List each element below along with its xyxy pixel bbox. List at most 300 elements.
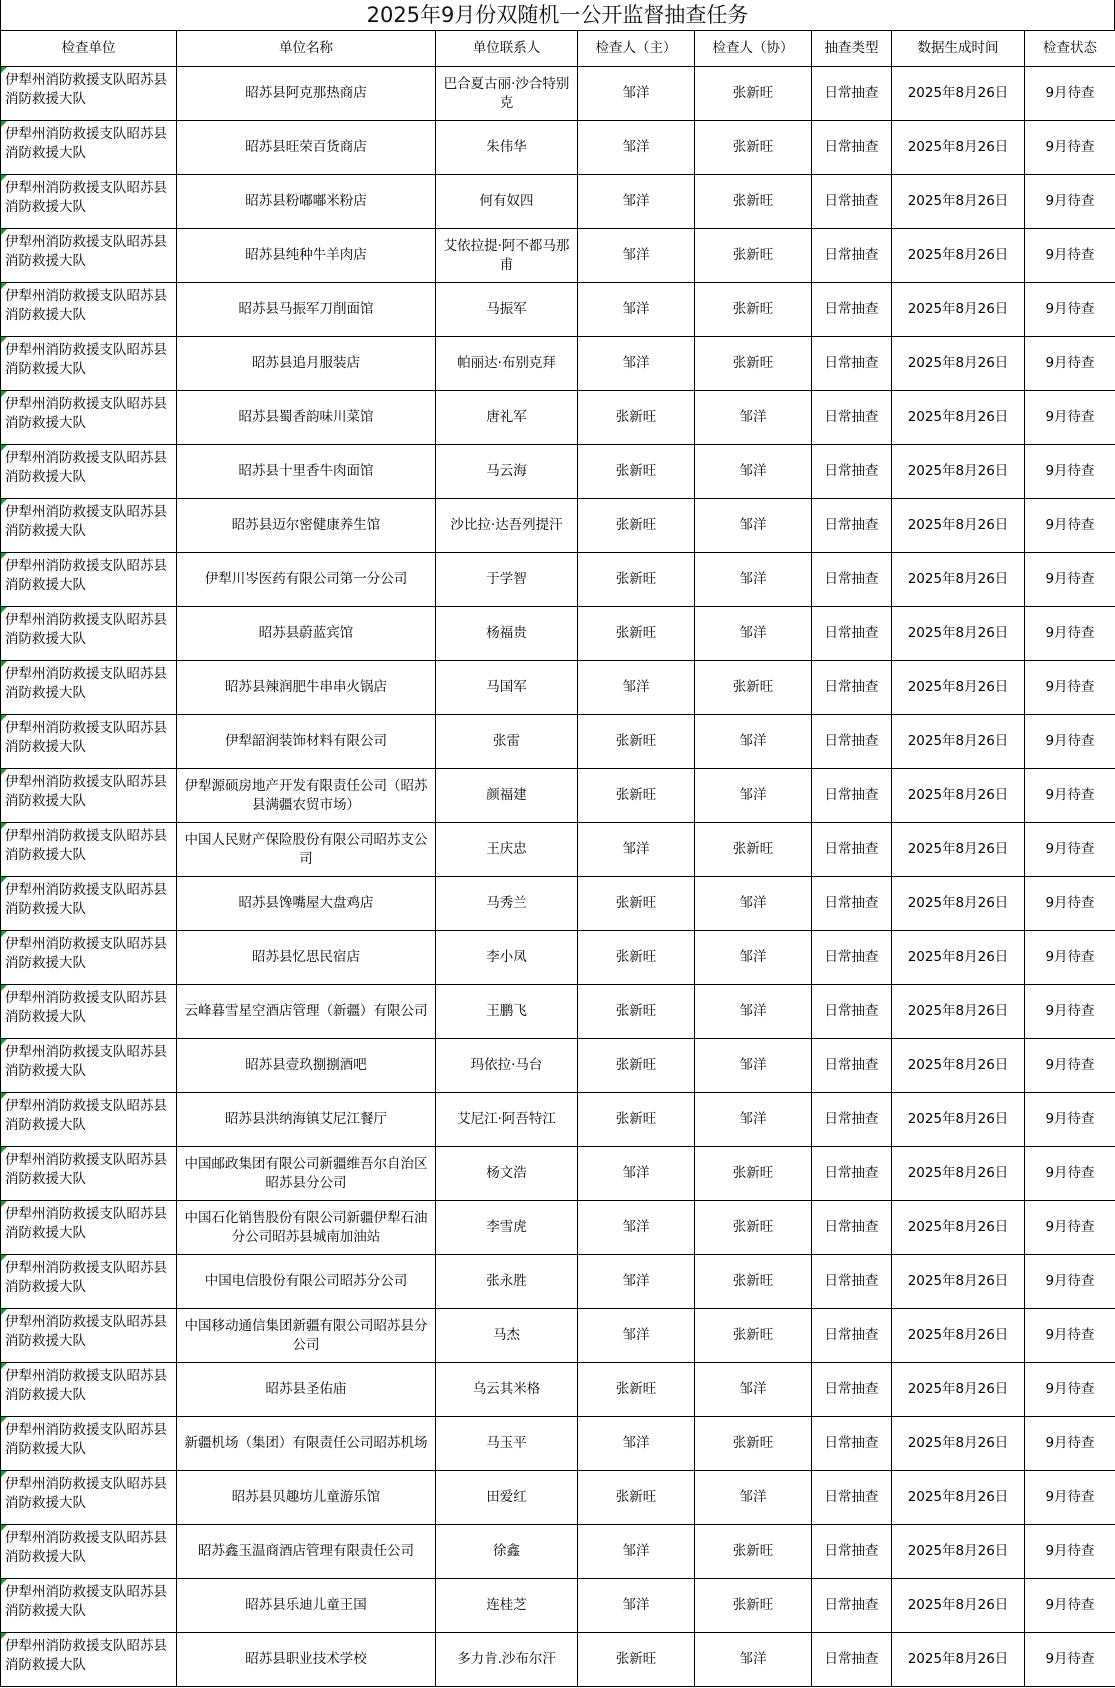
inspection-status-cell: 9月待查 — [1025, 175, 1115, 229]
inspection-unit-text: 伊犁州消防救援支队昭苏县消防救援大队 — [5, 1313, 167, 1349]
inspector-main-cell: 邹洋 — [578, 229, 695, 283]
unit-name-cell: 昭苏鑫玉温商酒店管理有限责任公司 — [177, 1525, 436, 1579]
table-row — [1, 1525, 1115, 1579]
table-row — [1, 661, 1115, 715]
inspection-type-cell: 日常抽查 — [812, 391, 892, 445]
inspection-status-cell: 9月待查 — [1025, 67, 1115, 121]
unit-contact-cell: 沙比拉·达吾列提汗 — [436, 499, 578, 553]
inspection-status-cell: 9月待查 — [1025, 553, 1115, 607]
data-generated-time-cell: 2025年8月26日 — [892, 1039, 1025, 1093]
inspection-status-cell: 9月待查 — [1025, 499, 1115, 553]
unit-contact-cell: 多力肯.沙布尔汗 — [436, 1633, 578, 1687]
inspection-unit-cell — [1, 823, 177, 877]
table-row — [1, 1201, 1115, 1255]
table-row — [1, 553, 1115, 607]
inspection-unit-cell — [1, 1039, 177, 1093]
header-inspector-main: 检查人（主） — [578, 31, 695, 67]
data-generated-time-cell: 2025年8月26日 — [892, 1633, 1025, 1687]
unit-contact-cell: 连桂芝 — [436, 1579, 578, 1633]
inspection-unit-cell — [1, 607, 177, 661]
inspector-main-cell: 邹洋 — [578, 1147, 695, 1201]
cell-comment-marker-icon — [1, 1147, 7, 1153]
inspector-main-cell: 张新旺 — [578, 1471, 695, 1525]
table-row — [1, 1363, 1115, 1417]
inspection-unit-text: 伊犁州消防救援支队昭苏县消防救援大队 — [5, 1475, 167, 1511]
inspector-main-cell: 邹洋 — [578, 1201, 695, 1255]
data-generated-time-cell: 2025年8月26日 — [892, 1417, 1025, 1471]
unit-name-cell: 伊犁川岑医药有限公司第一分公司 — [177, 553, 436, 607]
unit-contact-cell: 马振军 — [436, 283, 578, 337]
inspector-assist-cell: 张新旺 — [695, 1525, 812, 1579]
cell-comment-marker-icon — [1, 121, 7, 127]
inspection-unit-cell — [1, 229, 177, 283]
inspection-unit-cell — [1, 1417, 177, 1471]
inspection-status-cell: 9月待查 — [1025, 877, 1115, 931]
inspection-unit-cell — [1, 1363, 177, 1417]
data-generated-time-cell: 2025年8月26日 — [892, 553, 1025, 607]
cell-comment-marker-icon — [1, 661, 7, 667]
inspection-unit-cell — [1, 931, 177, 985]
unit-contact-cell: 艾依拉提·阿不都马那甫 — [436, 229, 578, 283]
data-generated-time-cell: 2025年8月26日 — [892, 1525, 1025, 1579]
table-row — [1, 877, 1115, 931]
inspector-assist-cell: 邹洋 — [695, 553, 812, 607]
unit-name-cell: 云峰暮雪星空酒店管理（新疆）有限公司 — [177, 985, 436, 1039]
inspector-assist-cell: 张新旺 — [695, 229, 812, 283]
unit-contact-cell: 李小凤 — [436, 931, 578, 985]
header-inspection-status: 检查状态 — [1025, 31, 1115, 67]
inspector-assist-cell: 邹洋 — [695, 1471, 812, 1525]
inspection-status-cell: 9月待查 — [1025, 1147, 1115, 1201]
inspection-type-cell: 日常抽查 — [812, 1363, 892, 1417]
inspection-unit-cell — [1, 661, 177, 715]
unit-name-cell: 昭苏县乐迪儿童王国 — [177, 1579, 436, 1633]
header-data-generated-time: 数据生成时间 — [892, 31, 1025, 67]
inspector-main-cell: 张新旺 — [578, 1633, 695, 1687]
cell-comment-marker-icon — [1, 1363, 7, 1369]
table-row — [1, 1579, 1115, 1633]
header-unit-name: 单位名称 — [177, 31, 436, 67]
inspector-main-cell: 张新旺 — [578, 1039, 695, 1093]
inspection-unit-text: 伊犁州消防救援支队昭苏县消防救援大队 — [5, 395, 167, 431]
inspection-status-cell: 9月待查 — [1025, 661, 1115, 715]
inspection-status-cell: 9月待查 — [1025, 229, 1115, 283]
unit-name-cell: 昭苏县忆思民宿店 — [177, 931, 436, 985]
unit-contact-cell: 杨文浩 — [436, 1147, 578, 1201]
inspector-assist-cell: 邹洋 — [695, 445, 812, 499]
inspection-status-cell: 9月待查 — [1025, 1417, 1115, 1471]
unit-name-cell: 昭苏县圣佑庙 — [177, 1363, 436, 1417]
inspection-type-cell: 日常抽查 — [812, 661, 892, 715]
inspection-type-cell: 日常抽查 — [812, 121, 892, 175]
unit-contact-cell: 颜福建 — [436, 769, 578, 823]
header-inspector-assist: 检查人（协） — [695, 31, 812, 67]
table-row — [1, 607, 1115, 661]
inspection-type-cell: 日常抽查 — [812, 715, 892, 769]
cell-comment-marker-icon — [1, 499, 7, 505]
unit-name-cell: 昭苏县阿克那热商店 — [177, 67, 436, 121]
inspection-unit-text: 伊犁州消防救援支队昭苏县消防救援大队 — [5, 1583, 167, 1619]
unit-contact-cell: 马云海 — [436, 445, 578, 499]
data-generated-time-cell: 2025年8月26日 — [892, 823, 1025, 877]
data-generated-time-cell: 2025年8月26日 — [892, 1147, 1025, 1201]
data-generated-time-cell: 2025年8月26日 — [892, 661, 1025, 715]
unit-contact-cell: 杨福贵 — [436, 607, 578, 661]
inspection-status-cell: 9月待查 — [1025, 1579, 1115, 1633]
data-generated-time-cell: 2025年8月26日 — [892, 337, 1025, 391]
inspection-unit-text: 伊犁州消防救援支队昭苏县消防救援大队 — [5, 449, 167, 485]
inspection-unit-cell — [1, 1525, 177, 1579]
inspector-main-cell: 张新旺 — [578, 391, 695, 445]
inspection-type-cell: 日常抽查 — [812, 1201, 892, 1255]
unit-contact-cell: 何有奴四 — [436, 175, 578, 229]
inspector-assist-cell: 张新旺 — [695, 67, 812, 121]
inspector-assist-cell: 张新旺 — [695, 283, 812, 337]
cell-comment-marker-icon — [1, 607, 7, 613]
cell-comment-marker-icon — [1, 1579, 7, 1585]
data-generated-time-cell: 2025年8月26日 — [892, 1255, 1025, 1309]
data-generated-time-cell: 2025年8月26日 — [892, 931, 1025, 985]
inspector-main-cell: 邹洋 — [578, 1417, 695, 1471]
inspector-assist-cell: 邹洋 — [695, 985, 812, 1039]
unit-name-cell: 昭苏县粉嘟嘟米粉店 — [177, 175, 436, 229]
inspection-unit-text: 伊犁州消防救援支队昭苏县消防救援大队 — [5, 179, 167, 215]
header-unit-contact: 单位联系人 — [436, 31, 578, 67]
inspector-assist-cell: 邹洋 — [695, 715, 812, 769]
unit-name-cell: 昭苏县职业技术学校 — [177, 1633, 436, 1687]
table-row — [1, 1633, 1115, 1687]
unit-contact-cell: 张永胜 — [436, 1255, 578, 1309]
cell-comment-marker-icon — [1, 283, 7, 289]
inspection-type-cell: 日常抽查 — [812, 67, 892, 121]
cell-comment-marker-icon — [1, 1039, 7, 1045]
inspection-status-cell: 9月待查 — [1025, 445, 1115, 499]
table-row — [1, 1039, 1115, 1093]
unit-name-cell: 中国邮政集团有限公司新疆维吾尔自治区昭苏县分公司 — [177, 1147, 436, 1201]
unit-name-cell: 昭苏县马振军刀削面馆 — [177, 283, 436, 337]
cell-comment-marker-icon — [1, 1471, 7, 1477]
unit-name-cell: 昭苏县十里香牛肉面馆 — [177, 445, 436, 499]
inspector-main-cell: 邹洋 — [578, 1255, 695, 1309]
unit-name-cell: 昭苏县洪纳海镇艾尼江餐厅 — [177, 1093, 436, 1147]
inspection-unit-text: 伊犁州消防救援支队昭苏县消防救援大队 — [5, 233, 167, 269]
inspection-unit-text: 伊犁州消防救援支队昭苏县消防救援大队 — [5, 1367, 167, 1403]
data-generated-time-cell: 2025年8月26日 — [892, 1471, 1025, 1525]
table-header-row — [1, 31, 1115, 67]
table-row — [1, 1471, 1115, 1525]
unit-name-cell: 伊犁韶润装饰材料有限公司 — [177, 715, 436, 769]
inspector-assist-cell: 邹洋 — [695, 931, 812, 985]
inspection-type-cell: 日常抽查 — [812, 553, 892, 607]
unit-name-cell: 昭苏县壹玖捌捌酒吧 — [177, 1039, 436, 1093]
inspection-unit-cell — [1, 1093, 177, 1147]
cell-comment-marker-icon — [1, 337, 7, 343]
inspection-status-cell: 9月待查 — [1025, 1633, 1115, 1687]
inspection-type-cell: 日常抽查 — [812, 1039, 892, 1093]
inspection-type-cell: 日常抽查 — [812, 1309, 892, 1363]
inspector-assist-cell: 张新旺 — [695, 1579, 812, 1633]
unit-contact-cell: 李雪虎 — [436, 1201, 578, 1255]
inspection-type-cell: 日常抽查 — [812, 1471, 892, 1525]
unit-name-cell: 昭苏县纯种牛羊肉店 — [177, 229, 436, 283]
inspection-unit-cell — [1, 715, 177, 769]
inspection-type-cell: 日常抽查 — [812, 229, 892, 283]
inspection-status-cell: 9月待查 — [1025, 1471, 1115, 1525]
page-title: 2025年9月份双随机一公开监督抽查任务 — [0, 0, 1115, 30]
cell-comment-marker-icon — [1, 1633, 7, 1639]
inspector-assist-cell: 张新旺 — [695, 175, 812, 229]
inspection-unit-cell — [1, 877, 177, 931]
inspection-status-cell: 9月待查 — [1025, 607, 1115, 661]
inspector-main-cell: 张新旺 — [578, 445, 695, 499]
inspection-type-cell: 日常抽查 — [812, 823, 892, 877]
inspection-unit-text: 伊犁州消防救援支队昭苏县消防救援大队 — [5, 71, 167, 107]
inspection-status-cell: 9月待查 — [1025, 985, 1115, 1039]
data-generated-time-cell: 2025年8月26日 — [892, 607, 1025, 661]
inspection-type-cell: 日常抽查 — [812, 499, 892, 553]
inspection-type-cell: 日常抽查 — [812, 769, 892, 823]
inspector-main-cell: 张新旺 — [578, 1093, 695, 1147]
inspection-unit-cell — [1, 391, 177, 445]
inspection-status-cell: 9月待查 — [1025, 121, 1115, 175]
unit-contact-cell: 张雷 — [436, 715, 578, 769]
inspection-unit-text: 伊犁州消防救援支队昭苏县消防救援大队 — [5, 989, 167, 1025]
inspector-assist-cell: 邹洋 — [695, 769, 812, 823]
inspection-unit-text: 伊犁州消防救援支队昭苏县消防救援大队 — [5, 935, 167, 971]
inspection-unit-cell — [1, 553, 177, 607]
inspection-unit-cell — [1, 1309, 177, 1363]
inspection-unit-text: 伊犁州消防救援支队昭苏县消防救援大队 — [5, 1637, 167, 1673]
unit-name-cell: 昭苏县迈尔密健康养生馆 — [177, 499, 436, 553]
inspection-unit-cell — [1, 499, 177, 553]
inspection-unit-text: 伊犁州消防救援支队昭苏县消防救援大队 — [5, 1043, 167, 1079]
data-generated-time-cell: 2025年8月26日 — [892, 1363, 1025, 1417]
unit-name-cell: 昭苏县蜀香韵味川菜馆 — [177, 391, 436, 445]
unit-contact-cell: 徐鑫 — [436, 1525, 578, 1579]
inspection-unit-cell — [1, 175, 177, 229]
cell-comment-marker-icon — [1, 985, 7, 991]
cell-comment-marker-icon — [1, 391, 7, 397]
cell-comment-marker-icon — [1, 175, 7, 181]
inspector-main-cell: 张新旺 — [578, 769, 695, 823]
inspection-status-cell: 9月待查 — [1025, 1363, 1115, 1417]
inspection-status-cell: 9月待查 — [1025, 337, 1115, 391]
inspection-type-cell: 日常抽查 — [812, 1417, 892, 1471]
inspection-unit-cell — [1, 769, 177, 823]
unit-contact-cell: 乌云其米格 — [436, 1363, 578, 1417]
inspection-task-table — [0, 30, 1115, 1687]
inspection-unit-cell — [1, 1255, 177, 1309]
data-generated-time-cell: 2025年8月26日 — [892, 1309, 1025, 1363]
inspector-assist-cell: 邹洋 — [695, 1633, 812, 1687]
header-inspection-unit: 检查单位 — [1, 31, 177, 67]
inspector-assist-cell: 邹洋 — [695, 877, 812, 931]
data-generated-time-cell: 2025年8月26日 — [892, 1201, 1025, 1255]
inspector-assist-cell: 邹洋 — [695, 391, 812, 445]
table-row — [1, 931, 1115, 985]
unit-name-cell: 中国电信股份有限公司昭苏分公司 — [177, 1255, 436, 1309]
inspection-unit-text: 伊犁州消防救援支队昭苏县消防救援大队 — [5, 1151, 167, 1187]
inspection-unit-text: 伊犁州消防救援支队昭苏县消防救援大队 — [5, 557, 167, 593]
inspector-main-cell: 邹洋 — [578, 1579, 695, 1633]
cell-comment-marker-icon — [1, 1417, 7, 1423]
inspection-type-cell: 日常抽查 — [812, 445, 892, 499]
data-generated-time-cell: 2025年8月26日 — [892, 445, 1025, 499]
inspector-main-cell: 邹洋 — [578, 283, 695, 337]
unit-contact-cell: 马国军 — [436, 661, 578, 715]
inspection-unit-cell — [1, 1471, 177, 1525]
unit-contact-cell: 玛依拉·马台 — [436, 1039, 578, 1093]
inspection-type-cell: 日常抽查 — [812, 985, 892, 1039]
unit-name-cell: 昭苏县贝趣坊儿童游乐馆 — [177, 1471, 436, 1525]
inspection-status-cell: 9月待查 — [1025, 1039, 1115, 1093]
inspector-main-cell: 邹洋 — [578, 661, 695, 715]
inspection-unit-text: 伊犁州消防救援支队昭苏县消防救援大队 — [5, 125, 167, 161]
unit-contact-cell: 马秀兰 — [436, 877, 578, 931]
inspection-unit-cell — [1, 121, 177, 175]
unit-contact-cell: 帕丽达·布别克拜 — [436, 337, 578, 391]
table-row — [1, 1147, 1115, 1201]
inspector-main-cell: 张新旺 — [578, 985, 695, 1039]
unit-name-cell: 中国移动通信集团新疆有限公司昭苏县分公司 — [177, 1309, 436, 1363]
table-row — [1, 1093, 1115, 1147]
inspector-assist-cell: 张新旺 — [695, 823, 812, 877]
cell-comment-marker-icon — [1, 445, 7, 451]
unit-contact-cell: 王庆忠 — [436, 823, 578, 877]
inspection-type-cell: 日常抽查 — [812, 607, 892, 661]
table-body — [1, 67, 1115, 1687]
inspector-main-cell: 张新旺 — [578, 607, 695, 661]
data-generated-time-cell: 2025年8月26日 — [892, 985, 1025, 1039]
inspection-status-cell: 9月待查 — [1025, 1525, 1115, 1579]
inspector-assist-cell: 张新旺 — [695, 1147, 812, 1201]
inspection-type-cell: 日常抽查 — [812, 1579, 892, 1633]
cell-comment-marker-icon — [1, 877, 7, 883]
inspector-assist-cell: 张新旺 — [695, 1309, 812, 1363]
inspector-assist-cell: 张新旺 — [695, 337, 812, 391]
cell-comment-marker-icon — [1, 769, 7, 775]
inspection-unit-text: 伊犁州消防救援支队昭苏县消防救援大队 — [5, 827, 167, 863]
data-generated-time-cell: 2025年8月26日 — [892, 499, 1025, 553]
inspection-unit-text: 伊犁州消防救援支队昭苏县消防救援大队 — [5, 287, 167, 323]
table-row — [1, 1417, 1115, 1471]
data-generated-time-cell: 2025年8月26日 — [892, 877, 1025, 931]
table-row — [1, 175, 1115, 229]
cell-comment-marker-icon — [1, 1309, 7, 1315]
inspector-main-cell: 邹洋 — [578, 1525, 695, 1579]
inspection-unit-text: 伊犁州消防救援支队昭苏县消防救援大队 — [5, 1205, 167, 1241]
inspector-main-cell: 张新旺 — [578, 931, 695, 985]
unit-name-cell: 昭苏县蔚蓝宾馆 — [177, 607, 436, 661]
inspector-main-cell: 张新旺 — [578, 553, 695, 607]
inspection-unit-text: 伊犁州消防救援支队昭苏县消防救援大队 — [5, 341, 167, 377]
table-row — [1, 1309, 1115, 1363]
unit-contact-cell: 于学智 — [436, 553, 578, 607]
cell-comment-marker-icon — [1, 1255, 7, 1261]
inspection-unit-text: 伊犁州消防救援支队昭苏县消防救援大队 — [5, 773, 167, 809]
unit-contact-cell: 唐礼军 — [436, 391, 578, 445]
inspection-status-cell: 9月待查 — [1025, 931, 1115, 985]
inspection-unit-text: 伊犁州消防救援支队昭苏县消防救援大队 — [5, 1259, 167, 1295]
inspector-main-cell: 张新旺 — [578, 715, 695, 769]
inspection-unit-text: 伊犁州消防救援支队昭苏县消防救援大队 — [5, 1529, 167, 1565]
cell-comment-marker-icon — [1, 1525, 7, 1531]
inspection-type-cell: 日常抽查 — [812, 175, 892, 229]
cell-comment-marker-icon — [1, 1201, 7, 1207]
inspection-unit-cell — [1, 1147, 177, 1201]
table-row — [1, 67, 1115, 121]
cell-comment-marker-icon — [1, 823, 7, 829]
table-row — [1, 445, 1115, 499]
inspection-unit-cell — [1, 67, 177, 121]
inspection-status-cell: 9月待查 — [1025, 1093, 1115, 1147]
unit-contact-cell: 朱伟华 — [436, 121, 578, 175]
unit-contact-cell: 马杰 — [436, 1309, 578, 1363]
inspection-unit-cell — [1, 1633, 177, 1687]
inspector-assist-cell: 张新旺 — [695, 1201, 812, 1255]
cell-comment-marker-icon — [1, 1093, 7, 1099]
data-generated-time-cell: 2025年8月26日 — [892, 391, 1025, 445]
inspector-main-cell: 邹洋 — [578, 67, 695, 121]
inspection-unit-cell — [1, 283, 177, 337]
cell-comment-marker-icon — [1, 553, 7, 559]
inspection-type-cell: 日常抽查 — [812, 1147, 892, 1201]
inspector-assist-cell: 张新旺 — [695, 661, 812, 715]
table-row — [1, 985, 1115, 1039]
inspection-unit-text: 伊犁州消防救援支队昭苏县消防救援大队 — [5, 881, 167, 917]
inspection-unit-cell — [1, 985, 177, 1039]
inspection-type-cell: 日常抽查 — [812, 1633, 892, 1687]
unit-name-cell: 伊犁源硕房地产开发有限责任公司（昭苏县满疆农贸市场） — [177, 769, 436, 823]
inspection-status-cell: 9月待查 — [1025, 715, 1115, 769]
header-inspection-type: 抽查类型 — [812, 31, 892, 67]
inspection-unit-text: 伊犁州消防救援支队昭苏县消防救援大队 — [5, 611, 167, 647]
table-row — [1, 337, 1115, 391]
data-generated-time-cell: 2025年8月26日 — [892, 229, 1025, 283]
inspection-status-cell: 9月待查 — [1025, 1255, 1115, 1309]
inspection-unit-text: 伊犁州消防救援支队昭苏县消防救援大队 — [5, 665, 167, 701]
data-generated-time-cell: 2025年8月26日 — [892, 1579, 1025, 1633]
inspector-main-cell: 邹洋 — [578, 1309, 695, 1363]
cell-comment-marker-icon — [1, 67, 7, 73]
data-generated-time-cell: 2025年8月26日 — [892, 769, 1025, 823]
table-row — [1, 1255, 1115, 1309]
inspector-main-cell: 张新旺 — [578, 499, 695, 553]
inspection-status-cell: 9月待查 — [1025, 1201, 1115, 1255]
inspector-main-cell: 邹洋 — [578, 337, 695, 391]
data-generated-time-cell: 2025年8月26日 — [892, 283, 1025, 337]
inspector-main-cell: 邹洋 — [578, 175, 695, 229]
cell-comment-marker-icon — [1, 715, 7, 721]
inspection-type-cell: 日常抽查 — [812, 337, 892, 391]
inspector-main-cell: 张新旺 — [578, 877, 695, 931]
inspection-type-cell: 日常抽查 — [812, 931, 892, 985]
inspection-status-cell: 9月待查 — [1025, 769, 1115, 823]
inspection-type-cell: 日常抽查 — [812, 283, 892, 337]
unit-contact-cell: 马玉平 — [436, 1417, 578, 1471]
unit-name-cell: 中国石化销售股份有限公司新疆伊犁石油分公司昭苏县城南加油站 — [177, 1201, 436, 1255]
cell-comment-marker-icon — [1, 229, 7, 235]
inspector-main-cell: 张新旺 — [578, 1363, 695, 1417]
unit-name-cell: 昭苏县辣润肥牛串串火锅店 — [177, 661, 436, 715]
inspection-type-cell: 日常抽查 — [812, 1255, 892, 1309]
unit-contact-cell: 王鹏飞 — [436, 985, 578, 1039]
table-row — [1, 229, 1115, 283]
unit-name-cell: 新疆机场（集团）有限责任公司昭苏机场 — [177, 1417, 436, 1471]
inspector-main-cell: 邹洋 — [578, 121, 695, 175]
unit-contact-cell: 艾尼江·阿吾特江 — [436, 1093, 578, 1147]
inspection-type-cell: 日常抽查 — [812, 1093, 892, 1147]
